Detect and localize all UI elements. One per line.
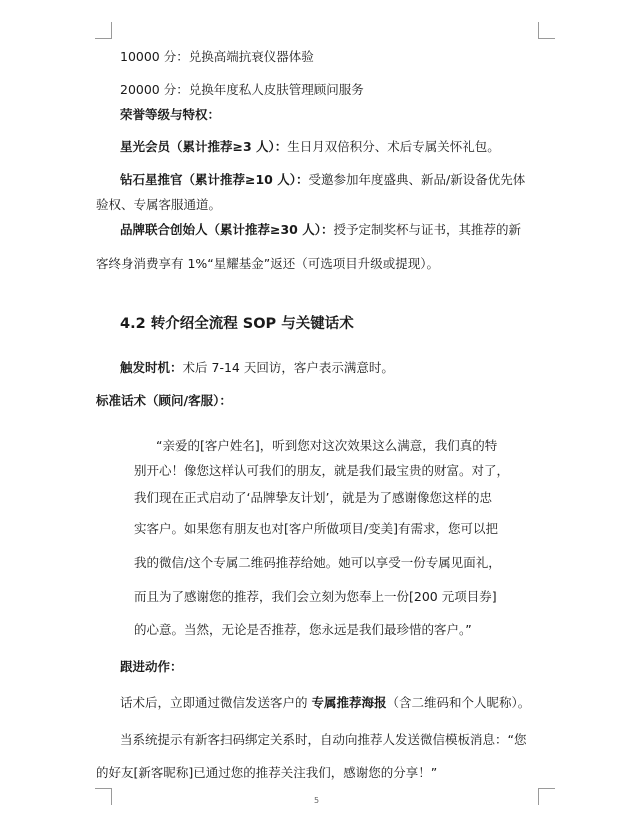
honor-tier-2 bbox=[120, 172, 525, 188]
quote-line: 我们现在正式启动了‘品牌挚友计划’，就是为了感谢像您这样的忠 bbox=[134, 490, 492, 505]
followup-line-2a: 当系统提示有新客扫码绑定关系时，自动向推荐人发送微信模板消息：“您 bbox=[120, 732, 527, 747]
trigger-text: 术后 7-14 天回访，客户表示满意时。 bbox=[182, 360, 394, 375]
followup-line-2b: 的好友[新客昵称]已通过您的推荐关注我们，感谢您的分享！” bbox=[96, 765, 438, 780]
tier-1-label: 星光会员（累计推荐≥3 人）： bbox=[120, 139, 288, 154]
followup-label: 跟进动作： bbox=[120, 659, 183, 674]
quote-line: 实客户。如果您有朋友也对[客户所做项目/变美]有需求，您可以把 bbox=[134, 521, 498, 536]
tier-2-label: 钻石星推官（累计推荐≥10 人）： bbox=[120, 172, 309, 187]
crop-mark-top-right bbox=[538, 22, 555, 39]
followup-1-bold: 专属推荐海报 bbox=[311, 695, 387, 710]
crop-mark-bottom-right bbox=[538, 788, 555, 805]
followup-line-1 bbox=[120, 695, 530, 711]
page-number: 5 bbox=[314, 796, 320, 805]
crop-mark-bottom-left bbox=[95, 788, 112, 805]
crop-mark-top-left bbox=[95, 22, 112, 39]
tier-3-text-2: 客终身消费享有 1%“星耀基金”返还（可选项目升级或提现）。 bbox=[96, 256, 440, 271]
honor-heading: 荣誉等级与特权： bbox=[120, 107, 221, 122]
followup-1-pre: 话术后，立即通过微信发送客户的 bbox=[120, 695, 312, 710]
tier-2-text-2: 验权、专属客服通道。 bbox=[96, 197, 222, 212]
trigger-label: 触发时机： bbox=[120, 360, 183, 375]
points-item-10000: 10000 分：兑换高端抗衰仪器体验 bbox=[120, 49, 314, 64]
quote-line: 的心意。当然，无论是否推荐，您永远是我们最珍惜的客户。” bbox=[134, 622, 472, 637]
tier-2-text-1: 受邀参加年度盛典、新品/新设备优先体 bbox=[308, 172, 526, 187]
quote-line: 而且为了感谢您的推荐，我们会立刻为您奉上一份[200 元项目券] bbox=[134, 589, 497, 604]
section-title: 4.2 转介绍全流程 SOP 与关键话术 bbox=[120, 316, 354, 332]
tier-1-text: 生日月双倍积分、术后专属关怀礼包。 bbox=[287, 139, 500, 154]
script-label: 标准话术（顾问/客服）： bbox=[96, 393, 232, 408]
tier-3-label: 品牌联合创始人（累计推荐≥30 人）： bbox=[120, 222, 334, 237]
tier-3-text-1: 授予定制奖杯与证书，其推荐的新 bbox=[333, 222, 521, 237]
trigger-line bbox=[120, 360, 394, 376]
quote-line: “亲爱的[客户姓名]，听到您对这次效果这么满意，我们真的特 bbox=[156, 438, 498, 453]
quote-line: 别开心！像您这样认可我们的朋友，就是我们最宝贵的财富。对了， bbox=[134, 463, 510, 478]
points-item-20000: 20000 分：兑换年度私人皮肤管理顾问服务 bbox=[120, 82, 364, 97]
honor-tier-3 bbox=[120, 222, 521, 238]
honor-tier-1 bbox=[120, 139, 500, 155]
followup-1-post: （含二维码和个人昵称）。 bbox=[386, 695, 531, 710]
quote-line: 我的微信/这个专属二维码推荐给她。她可以享受一份专属见面礼， bbox=[134, 555, 501, 570]
